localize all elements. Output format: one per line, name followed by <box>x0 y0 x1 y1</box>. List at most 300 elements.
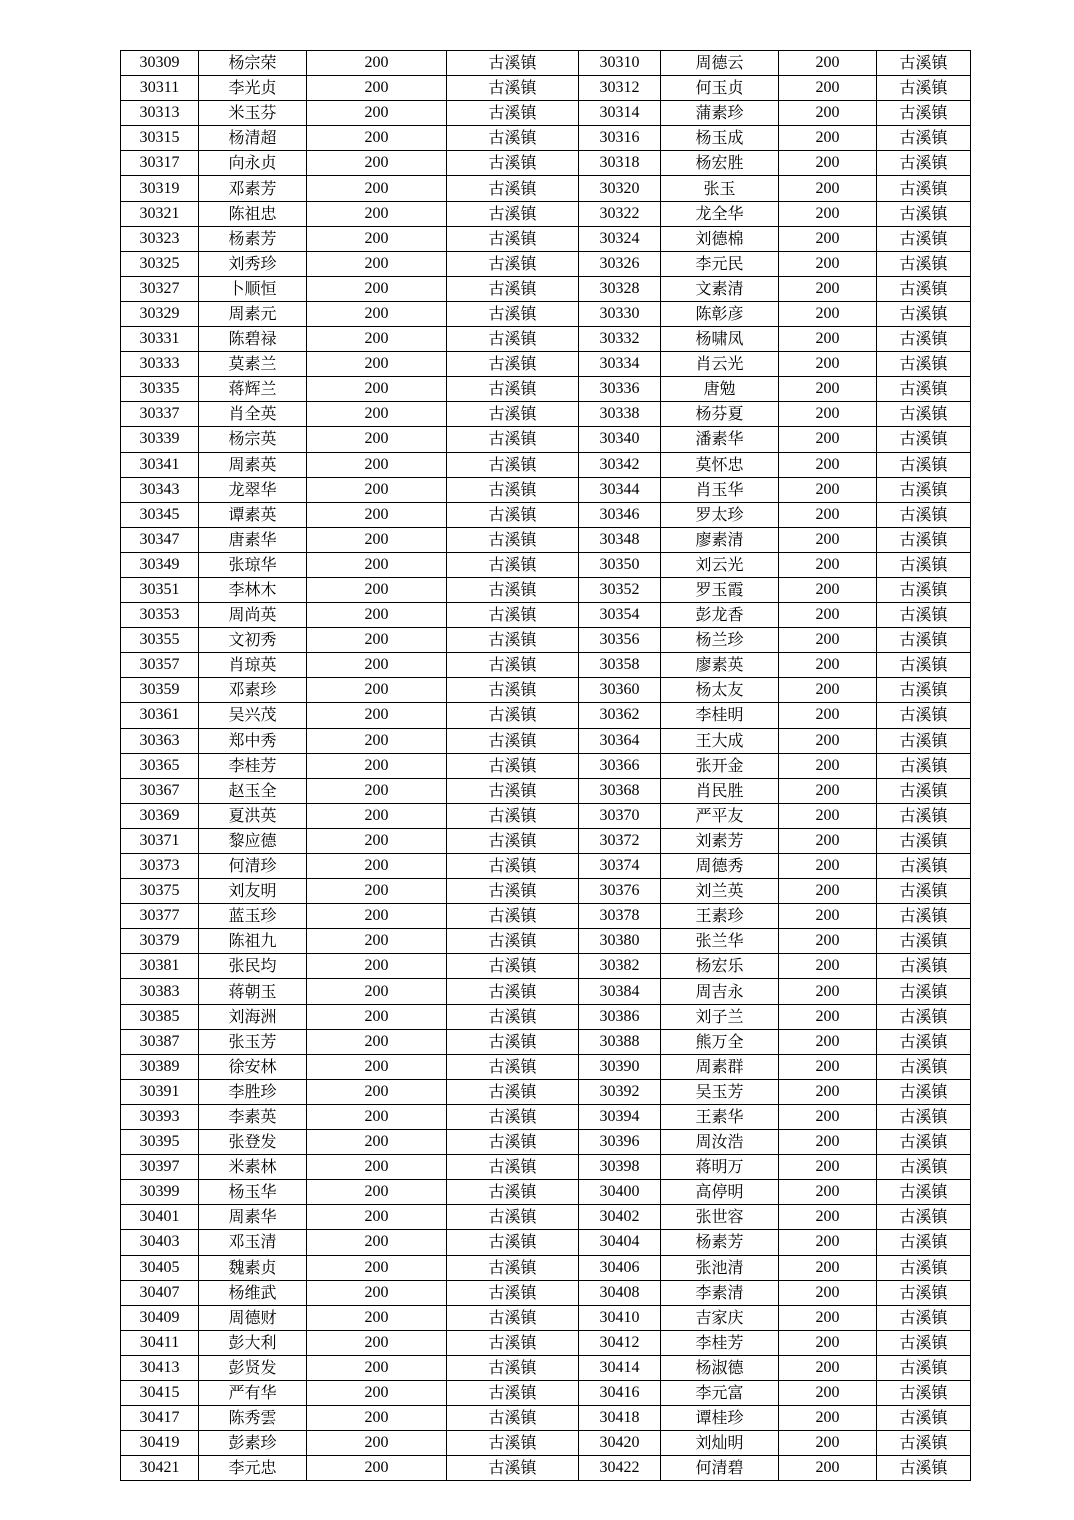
id-cell: 30328 <box>579 276 661 301</box>
town-cell: 古溪镇 <box>877 377 971 402</box>
id-cell: 30337 <box>121 402 199 427</box>
id-cell: 30322 <box>579 201 661 226</box>
name-cell: 陈祖忠 <box>199 201 307 226</box>
town-cell: 古溪镇 <box>877 552 971 577</box>
amount-cell: 200 <box>307 101 447 126</box>
id-cell: 30379 <box>121 929 199 954</box>
name-cell: 杨宏胜 <box>661 151 779 176</box>
town-cell: 古溪镇 <box>447 929 579 954</box>
name-cell: 张琼华 <box>199 552 307 577</box>
name-cell: 何清碧 <box>661 1456 779 1481</box>
town-cell: 古溪镇 <box>877 452 971 477</box>
table-row <box>121 477 971 502</box>
name-cell: 蒋明万 <box>661 1155 779 1180</box>
town-cell: 古溪镇 <box>877 778 971 803</box>
amount-cell: 200 <box>779 477 877 502</box>
amount-cell: 200 <box>779 628 877 653</box>
id-cell: 30367 <box>121 778 199 803</box>
town-cell: 古溪镇 <box>447 201 579 226</box>
town-cell: 古溪镇 <box>877 327 971 352</box>
name-cell: 杨清超 <box>199 126 307 151</box>
town-cell: 古溪镇 <box>447 126 579 151</box>
id-cell: 30392 <box>579 1079 661 1104</box>
name-cell: 徐安林 <box>199 1054 307 1079</box>
name-cell: 杨素芳 <box>199 226 307 251</box>
id-cell: 30371 <box>121 828 199 853</box>
id-cell: 30314 <box>579 101 661 126</box>
name-cell: 彭大利 <box>199 1330 307 1355</box>
amount-cell: 200 <box>779 1305 877 1330</box>
name-cell: 李桂芳 <box>661 1330 779 1355</box>
town-cell: 古溪镇 <box>447 628 579 653</box>
table-row <box>121 1130 971 1155</box>
town-cell: 古溪镇 <box>447 1054 579 1079</box>
amount-cell: 200 <box>307 1406 447 1431</box>
name-cell: 莫素兰 <box>199 352 307 377</box>
town-cell: 古溪镇 <box>877 1130 971 1155</box>
table-row <box>121 1255 971 1280</box>
name-cell: 周素元 <box>199 301 307 326</box>
table-row <box>121 577 971 602</box>
name-cell: 邓素芳 <box>199 176 307 201</box>
town-cell: 古溪镇 <box>877 1456 971 1481</box>
name-cell: 陈碧禄 <box>199 327 307 352</box>
id-cell: 30374 <box>579 854 661 879</box>
id-cell: 30419 <box>121 1431 199 1456</box>
amount-cell: 200 <box>307 1104 447 1129</box>
table-row <box>121 1431 971 1456</box>
name-cell: 刘兰英 <box>661 879 779 904</box>
amount-cell: 200 <box>779 954 877 979</box>
amount-cell: 200 <box>307 377 447 402</box>
table-row <box>121 1305 971 1330</box>
id-cell: 30378 <box>579 904 661 929</box>
id-cell: 30347 <box>121 527 199 552</box>
id-cell: 30401 <box>121 1205 199 1230</box>
town-cell: 古溪镇 <box>877 1255 971 1280</box>
amount-cell: 200 <box>307 1054 447 1079</box>
table-row <box>121 1355 971 1380</box>
id-cell: 30413 <box>121 1355 199 1380</box>
town-cell: 古溪镇 <box>447 1330 579 1355</box>
town-cell: 古溪镇 <box>447 577 579 602</box>
name-cell: 杨素芳 <box>661 1230 779 1255</box>
town-cell: 古溪镇 <box>877 201 971 226</box>
id-cell: 30310 <box>579 51 661 76</box>
amount-cell: 200 <box>307 352 447 377</box>
table-row <box>121 1406 971 1431</box>
town-cell: 古溪镇 <box>877 979 971 1004</box>
amount-cell: 200 <box>307 402 447 427</box>
table-row <box>121 276 971 301</box>
town-cell: 古溪镇 <box>447 1456 579 1481</box>
table-row <box>121 979 971 1004</box>
name-cell: 肖玉华 <box>661 477 779 502</box>
amount-cell: 200 <box>779 753 877 778</box>
amount-cell: 200 <box>779 51 877 76</box>
town-cell: 古溪镇 <box>877 427 971 452</box>
town-cell: 古溪镇 <box>447 1205 579 1230</box>
name-cell: 彭素珍 <box>199 1431 307 1456</box>
town-cell: 古溪镇 <box>877 1205 971 1230</box>
amount-cell: 200 <box>307 1255 447 1280</box>
id-cell: 30360 <box>579 678 661 703</box>
id-cell: 30418 <box>579 1406 661 1431</box>
amount-cell: 200 <box>779 1230 877 1255</box>
town-cell: 古溪镇 <box>447 979 579 1004</box>
town-cell: 古溪镇 <box>447 377 579 402</box>
name-cell: 李素英 <box>199 1104 307 1129</box>
name-cell: 周素英 <box>199 452 307 477</box>
id-cell: 30372 <box>579 828 661 853</box>
name-cell: 龙翠华 <box>199 477 307 502</box>
id-cell: 30381 <box>121 954 199 979</box>
amount-cell: 200 <box>307 552 447 577</box>
town-cell: 古溪镇 <box>447 51 579 76</box>
id-cell: 30352 <box>579 577 661 602</box>
amount-cell: 200 <box>779 502 877 527</box>
name-cell: 刘云光 <box>661 552 779 577</box>
amount-cell: 200 <box>307 327 447 352</box>
name-cell: 王素华 <box>661 1104 779 1129</box>
name-cell: 唐素华 <box>199 527 307 552</box>
id-cell: 30363 <box>121 728 199 753</box>
amount-cell: 200 <box>779 552 877 577</box>
id-cell: 30309 <box>121 51 199 76</box>
amount-cell: 200 <box>779 703 877 728</box>
town-cell: 古溪镇 <box>877 1054 971 1079</box>
table-row <box>121 201 971 226</box>
name-cell: 罗玉霞 <box>661 577 779 602</box>
id-cell: 30355 <box>121 628 199 653</box>
name-cell: 高停明 <box>661 1180 779 1205</box>
amount-cell: 200 <box>307 577 447 602</box>
amount-cell: 200 <box>779 76 877 101</box>
amount-cell: 200 <box>779 527 877 552</box>
amount-cell: 200 <box>307 1280 447 1305</box>
town-cell: 古溪镇 <box>877 653 971 678</box>
name-cell: 张开金 <box>661 753 779 778</box>
table-row <box>121 402 971 427</box>
town-cell: 古溪镇 <box>447 1104 579 1129</box>
table-row <box>121 552 971 577</box>
name-cell: 彭龙香 <box>661 603 779 628</box>
id-cell: 30390 <box>579 1054 661 1079</box>
table-row <box>121 176 971 201</box>
town-cell: 古溪镇 <box>877 151 971 176</box>
id-cell: 30333 <box>121 352 199 377</box>
id-cell: 30382 <box>579 954 661 979</box>
name-cell: 张登发 <box>199 1130 307 1155</box>
id-cell: 30342 <box>579 452 661 477</box>
id-cell: 30414 <box>579 1355 661 1380</box>
town-cell: 古溪镇 <box>447 226 579 251</box>
id-cell: 30343 <box>121 477 199 502</box>
name-cell: 肖云光 <box>661 352 779 377</box>
name-cell: 杨维武 <box>199 1280 307 1305</box>
town-cell: 古溪镇 <box>877 678 971 703</box>
name-cell: 陈祖九 <box>199 929 307 954</box>
name-cell: 蓝玉珍 <box>199 904 307 929</box>
name-cell: 夏洪英 <box>199 803 307 828</box>
name-cell: 肖全英 <box>199 402 307 427</box>
amount-cell: 200 <box>779 577 877 602</box>
town-cell: 古溪镇 <box>447 1079 579 1104</box>
amount-cell: 200 <box>307 502 447 527</box>
id-cell: 30338 <box>579 402 661 427</box>
amount-cell: 200 <box>779 151 877 176</box>
amount-cell: 200 <box>779 402 877 427</box>
id-cell: 30325 <box>121 251 199 276</box>
id-cell: 30421 <box>121 1456 199 1481</box>
town-cell: 古溪镇 <box>447 151 579 176</box>
amount-cell: 200 <box>307 1456 447 1481</box>
name-cell: 王大成 <box>661 728 779 753</box>
id-cell: 30395 <box>121 1130 199 1155</box>
amount-cell: 200 <box>307 929 447 954</box>
town-cell: 古溪镇 <box>447 1280 579 1305</box>
town-cell: 古溪镇 <box>447 1029 579 1054</box>
id-cell: 30361 <box>121 703 199 728</box>
name-cell: 谭素英 <box>199 502 307 527</box>
name-cell: 周德财 <box>199 1305 307 1330</box>
amount-cell: 200 <box>779 201 877 226</box>
amount-cell: 200 <box>307 854 447 879</box>
id-cell: 30336 <box>579 377 661 402</box>
amount-cell: 200 <box>307 678 447 703</box>
table-row <box>121 954 971 979</box>
amount-cell: 200 <box>307 603 447 628</box>
town-cell: 古溪镇 <box>877 628 971 653</box>
amount-cell: 200 <box>307 477 447 502</box>
amount-cell: 200 <box>307 1205 447 1230</box>
id-cell: 30335 <box>121 377 199 402</box>
town-cell: 古溪镇 <box>447 402 579 427</box>
town-cell: 古溪镇 <box>447 552 579 577</box>
table-row <box>121 251 971 276</box>
town-cell: 古溪镇 <box>447 854 579 879</box>
id-cell: 30349 <box>121 552 199 577</box>
amount-cell: 200 <box>307 1029 447 1054</box>
id-cell: 30364 <box>579 728 661 753</box>
name-cell: 李胜珍 <box>199 1079 307 1104</box>
amount-cell: 200 <box>779 1004 877 1029</box>
name-cell: 刘友明 <box>199 879 307 904</box>
amount-cell: 200 <box>307 1155 447 1180</box>
name-cell: 周德秀 <box>661 854 779 879</box>
town-cell: 古溪镇 <box>447 327 579 352</box>
town-cell: 古溪镇 <box>447 1004 579 1029</box>
amount-cell: 200 <box>779 1330 877 1355</box>
town-cell: 古溪镇 <box>447 778 579 803</box>
id-cell: 30399 <box>121 1180 199 1205</box>
amount-cell: 200 <box>779 929 877 954</box>
name-cell: 刘素芳 <box>661 828 779 853</box>
table-row <box>121 452 971 477</box>
name-cell: 刘海洲 <box>199 1004 307 1029</box>
table-row <box>121 1205 971 1230</box>
id-cell: 30350 <box>579 552 661 577</box>
id-cell: 30317 <box>121 151 199 176</box>
town-cell: 古溪镇 <box>877 929 971 954</box>
town-cell: 古溪镇 <box>447 101 579 126</box>
table-row <box>121 301 971 326</box>
amount-cell: 200 <box>307 126 447 151</box>
id-cell: 30312 <box>579 76 661 101</box>
name-cell: 周素华 <box>199 1205 307 1230</box>
amount-cell: 200 <box>307 151 447 176</box>
id-cell: 30359 <box>121 678 199 703</box>
id-cell: 30344 <box>579 477 661 502</box>
amount-cell: 200 <box>779 1456 877 1481</box>
id-cell: 30385 <box>121 1004 199 1029</box>
table-row <box>121 1280 971 1305</box>
data-table <box>120 50 971 1481</box>
amount-cell: 200 <box>307 1355 447 1380</box>
amount-cell: 200 <box>779 803 877 828</box>
town-cell: 古溪镇 <box>447 803 579 828</box>
name-cell: 肖琼英 <box>199 653 307 678</box>
name-cell: 张民均 <box>199 954 307 979</box>
town-cell: 古溪镇 <box>447 879 579 904</box>
id-cell: 30323 <box>121 226 199 251</box>
town-cell: 古溪镇 <box>447 954 579 979</box>
id-cell: 30369 <box>121 803 199 828</box>
name-cell: 黎应德 <box>199 828 307 853</box>
id-cell: 30356 <box>579 628 661 653</box>
amount-cell: 200 <box>779 828 877 853</box>
town-cell: 古溪镇 <box>447 427 579 452</box>
table-row <box>121 352 971 377</box>
id-cell: 30409 <box>121 1305 199 1330</box>
id-cell: 30321 <box>121 201 199 226</box>
name-cell: 龙全华 <box>661 201 779 226</box>
amount-cell: 200 <box>307 728 447 753</box>
amount-cell: 200 <box>307 1004 447 1029</box>
town-cell: 古溪镇 <box>447 828 579 853</box>
id-cell: 30365 <box>121 753 199 778</box>
id-cell: 30368 <box>579 778 661 803</box>
amount-cell: 200 <box>307 904 447 929</box>
id-cell: 30341 <box>121 452 199 477</box>
amount-cell: 200 <box>307 76 447 101</box>
town-cell: 古溪镇 <box>877 1305 971 1330</box>
table-row <box>121 854 971 879</box>
table-row <box>121 703 971 728</box>
town-cell: 古溪镇 <box>447 477 579 502</box>
town-cell: 古溪镇 <box>447 1180 579 1205</box>
town-cell: 古溪镇 <box>877 301 971 326</box>
town-cell: 古溪镇 <box>447 1155 579 1180</box>
amount-cell: 200 <box>779 176 877 201</box>
town-cell: 古溪镇 <box>877 879 971 904</box>
table-row <box>121 1079 971 1104</box>
town-cell: 古溪镇 <box>877 527 971 552</box>
id-cell: 30366 <box>579 753 661 778</box>
amount-cell: 200 <box>307 653 447 678</box>
name-cell: 向永贞 <box>199 151 307 176</box>
table-row <box>121 803 971 828</box>
table-body <box>121 51 971 1481</box>
id-cell: 30362 <box>579 703 661 728</box>
id-cell: 30417 <box>121 1406 199 1431</box>
name-cell: 邓素珍 <box>199 678 307 703</box>
id-cell: 30393 <box>121 1104 199 1129</box>
town-cell: 古溪镇 <box>877 477 971 502</box>
amount-cell: 200 <box>307 1330 447 1355</box>
name-cell: 文素清 <box>661 276 779 301</box>
town-cell: 古溪镇 <box>447 1380 579 1405</box>
town-cell: 古溪镇 <box>877 51 971 76</box>
name-cell: 陈秀雲 <box>199 1406 307 1431</box>
name-cell: 周尚英 <box>199 603 307 628</box>
name-cell: 何清珍 <box>199 854 307 879</box>
id-cell: 30388 <box>579 1029 661 1054</box>
table-row <box>121 51 971 76</box>
id-cell: 30331 <box>121 327 199 352</box>
id-cell: 30384 <box>579 979 661 1004</box>
table-row <box>121 76 971 101</box>
id-cell: 30420 <box>579 1431 661 1456</box>
town-cell: 古溪镇 <box>447 502 579 527</box>
name-cell: 杨太友 <box>661 678 779 703</box>
name-cell: 张池清 <box>661 1255 779 1280</box>
id-cell: 30370 <box>579 803 661 828</box>
table-row <box>121 653 971 678</box>
name-cell: 魏素贞 <box>199 1255 307 1280</box>
name-cell: 彭贤发 <box>199 1355 307 1380</box>
id-cell: 30315 <box>121 126 199 151</box>
amount-cell: 200 <box>307 954 447 979</box>
name-cell: 李光贞 <box>199 76 307 101</box>
amount-cell: 200 <box>307 276 447 301</box>
name-cell: 莫怀忠 <box>661 452 779 477</box>
name-cell: 罗太珍 <box>661 502 779 527</box>
name-cell: 李元富 <box>661 1380 779 1405</box>
table-row <box>121 502 971 527</box>
table-row <box>121 151 971 176</box>
table-row <box>121 628 971 653</box>
id-cell: 30358 <box>579 653 661 678</box>
town-cell: 古溪镇 <box>447 1305 579 1330</box>
name-cell: 张世容 <box>661 1205 779 1230</box>
table-row <box>121 904 971 929</box>
name-cell: 蒋辉兰 <box>199 377 307 402</box>
name-cell: 李元民 <box>661 251 779 276</box>
amount-cell: 200 <box>779 1280 877 1305</box>
id-cell: 30319 <box>121 176 199 201</box>
name-cell: 刘德棉 <box>661 226 779 251</box>
town-cell: 古溪镇 <box>877 1180 971 1205</box>
amount-cell: 200 <box>307 628 447 653</box>
town-cell: 古溪镇 <box>447 603 579 628</box>
amount-cell: 200 <box>307 452 447 477</box>
town-cell: 古溪镇 <box>447 1355 579 1380</box>
id-cell: 30353 <box>121 603 199 628</box>
name-cell: 李元忠 <box>199 1456 307 1481</box>
name-cell: 周汝浩 <box>661 1130 779 1155</box>
table-row <box>121 753 971 778</box>
town-cell: 古溪镇 <box>877 352 971 377</box>
amount-cell: 200 <box>779 1205 877 1230</box>
amount-cell: 200 <box>779 1130 877 1155</box>
name-cell: 李素清 <box>661 1280 779 1305</box>
name-cell: 李林木 <box>199 577 307 602</box>
id-cell: 30397 <box>121 1155 199 1180</box>
amount-cell: 200 <box>307 803 447 828</box>
table-row <box>121 678 971 703</box>
town-cell: 古溪镇 <box>447 753 579 778</box>
